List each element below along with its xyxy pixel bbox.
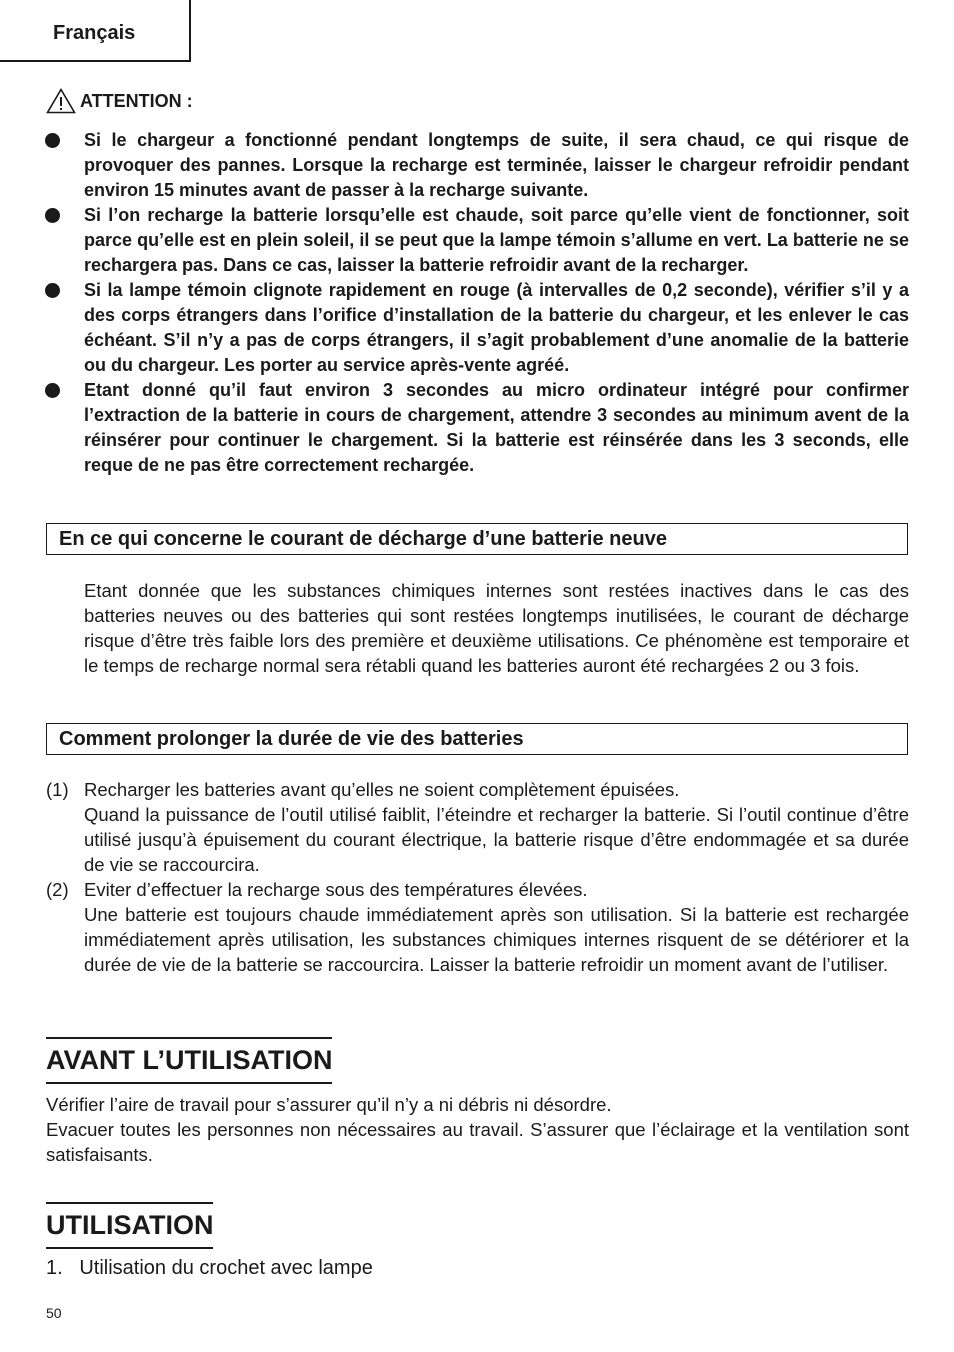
attention-label: ATTENTION : — [80, 90, 193, 111]
page-number: 50 — [46, 1305, 62, 1321]
before-use-title: AVANT L’UTILISATION — [46, 1037, 332, 1084]
item-body: Quand la puissance de l’outil utilisé faiblit, l’éteindre et recharger la batterie. Si l’outil continue d’être utilisé jusqu’à épuisement du courant électrique, la batterie risque d’être endommagée et sa durée de vie se raccourcira. — [84, 804, 909, 875]
bullet-icon — [45, 383, 60, 398]
discharge-heading: En ce qui concerne le courant de décharge d’une batterie neuve — [46, 523, 908, 555]
lifespan-heading: Comment prolonger la durée de vie des batteries — [46, 723, 908, 755]
item-title: Recharger les batteries avant qu’elles ne soient complètement épuisées. — [84, 779, 680, 800]
warning-icon — [46, 88, 76, 114]
item-body: Une batterie est toujours chaude immédiatement après son utilisation. Si la batterie est rechargée immédiatement après utilisation, les substances chimiques internes risquent de se détériorer et la durée de vie de la batterie se raccourcira. Laisser la batterie refroidir un moment avant de l’utiliser. — [84, 904, 909, 975]
before-use-line2: Evacuer toutes les personnes non nécessaires au travail. S’assurer que l’éclairage et la ventilation sont satisfaisants. — [46, 1119, 909, 1165]
bullet-icon — [45, 133, 60, 148]
attention-header — [46, 88, 193, 114]
usage-title: UTILISATION — [46, 1202, 213, 1249]
usage-item-1: 1. Utilisation du crochet avec lampe — [46, 1257, 373, 1279]
language-tab — [0, 0, 191, 62]
before-use-line1: Vérifier l’aire de travail pour s’assurer qu’il n’y a ni débris ni désordre. — [46, 1094, 612, 1115]
item-number: (2) — [46, 879, 69, 900]
language-label: Français — [53, 22, 136, 44]
discharge-paragraph: Etant donnée que les substances chimiques internes sont restées inactives dans le cas des batteries neuves ou des batteries qui sont restées longtemps inutilisées, le courant de décharge risque d’être très faible lors des première et deuxième utilisations. Ce phénomène est temporaire et le temps de recharge normal sera rétabli quand les batteries auront été rechargées 2 ou 3 fois. — [84, 580, 909, 676]
attention-item: Si la lampe témoin clignote rapidement en rouge (à intervalles de 0,2 seconde), vérifier s’il y a des corps étrangers dans l’orifice d’installation de la batterie du chargeur, et les enlever le cas échéant. S’il n’y a pas de corps étrangers, il s’agit probablement d’une anomalie de la batterie ou du chargeur. Les porter au service après-vente agréé. — [84, 278, 909, 378]
item-title: Eviter d’effectuer la recharge sous des températures élevées. — [84, 879, 588, 900]
lifespan-item — [46, 777, 909, 877]
attention-item: Etant donné qu’il faut environ 3 secondes au micro ordinateur intégré pour confirmer l’extraction de la batterie in cours de chargement, attendre 3 secondes au minimum avent de la réinsérer pour continuer le chargement. Si la batterie est réinsérée dans les 3 seconds, elle reque de ne pas être correctement rechargée. — [84, 378, 909, 478]
bullet-icon — [45, 283, 60, 298]
lifespan-list — [46, 777, 909, 977]
attention-item: Si le chargeur a fonctionné pendant longtemps de suite, il sera chaud, ce qui risque de provoquer des pannes. Lorsque la recharge est terminée, laisser le chargeur refroidir pendant environ 15 minutes avant de passer à la recharge suivante. — [84, 128, 909, 203]
item-number: (1) — [46, 779, 69, 800]
lifespan-item — [46, 877, 909, 977]
attention-list — [84, 128, 909, 478]
attention-item: Si l’on recharge la batterie lorsqu’elle est chaude, soit parce qu’elle vient de fonctionner, soit parce qu’elle est en plein soleil, il se peut que la lampe témoin s’allume en vert. La batterie ne se rechargera pas. Dans ce cas, laisser la batterie refroidir avant de la recharger. — [84, 203, 909, 278]
bullet-icon — [45, 208, 60, 223]
